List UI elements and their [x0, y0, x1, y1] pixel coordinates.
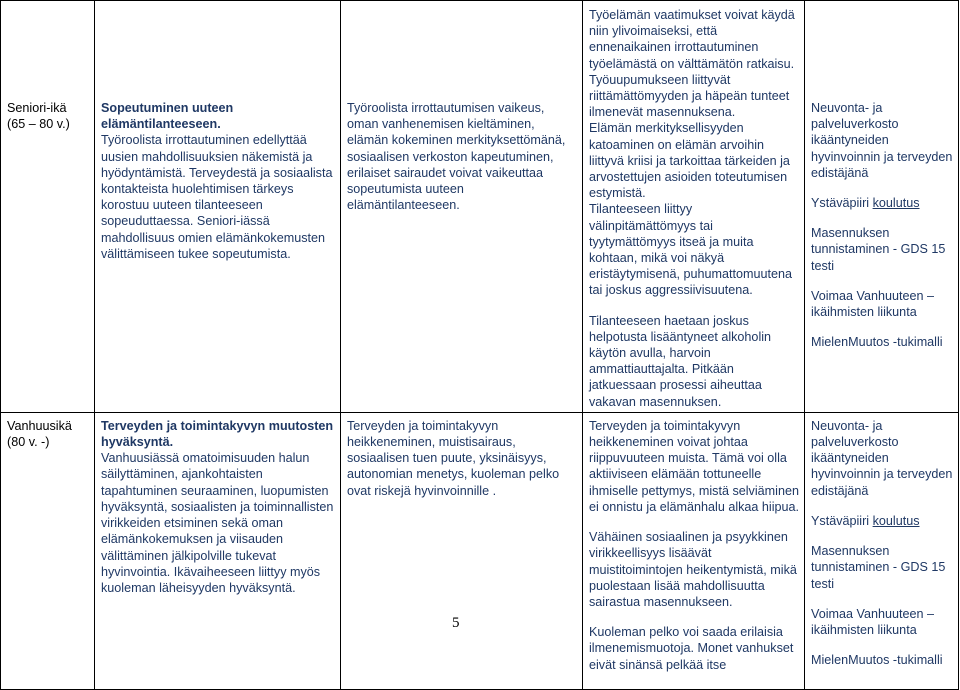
support-item-friend-circle: Ystäväpiiri koulutus [811, 513, 920, 528]
table-row-senior [1, 1, 959, 413]
support-item-voimaa-b: ikäihmisten liikunta [811, 622, 917, 637]
depression-text-2: Tilanteeseen liittyy välinpitämättömyys tai tyytymättömyys itseä ja muita kohtaan, mikä voi näkyä eristäytymisenä, puhumattomuutena tai joskus aggressiivisuutena. [589, 202, 793, 298]
risk-factors-text: Työroolista irrottautumisen vaikeus, oman vanhenemisen kieltäminen, elämän kokeminen merkityksettömänä, sosiaalisen verkoston kapeutuminen, erilaiset sairaudet voivat vaikeuttaa sopeutumista uuteen elämäntilanteeseen. [347, 101, 566, 213]
support-item-mielenmuutos: MielenMuutos -tukimalli [811, 653, 943, 668]
stage-label-cell [1, 412, 95, 689]
depression-text-intro: Työelämän vaatimukset voivat käydä niin ylivoimaiseksi, että ennenaikainen irrottautuminen työelämästä on välttämätön ratkaisu. Työuupumukseen liittyvät riittämättömyyden ja häpeän tunteet ilmenevät masennuksena. [589, 8, 795, 120]
stage-label: Seniori-ikä [7, 101, 67, 115]
depression-text-1: Elämän merkityksellisyyden katoaminen on elämän arvoihin liittyvä kriisi ja tarkoittaa tärkeiden ja arvostettujen asioiden toteutumisen estymistä. [589, 121, 790, 201]
support-item-gds15: Masennuksen tunnistaminen - GDS 15 testi [811, 226, 946, 273]
risk-factors-text: Terveyden ja toimintakyvyn heikkeneminen, muistisairaus, sosiaalisen tuen puute, yksinäisyys, autonomian menetys, kuoleman pelko ovat riskejä hyvinvoinnille . [347, 418, 560, 498]
depression-description-cell [583, 1, 805, 413]
support-methods-cell [805, 412, 959, 689]
support-item-network: Neuvonta- ja palveluverkosto ikääntyneiden hyvinvoinnin ja terveyden edistäjänä [811, 418, 953, 498]
support-item-voimaa-a: Voimaa Vanhuuteen – [811, 288, 935, 303]
stage-label-cell [1, 1, 95, 413]
support-item-voimaa-a: Voimaa Vanhuuteen – [811, 606, 935, 621]
task-body: Vanhuusiässä omatoimisuuden halun säilyttäminen, ajankohtaisten tapahtuminen seuraaminen, luopumisten hyväksyntä, sosiaalisten ja toiminnallisten virikkeiden etsiminen sekä oman elämänkokemuksen ja viisauden välittäminen jälkipolville tukevat hyvinvointia. Ikävaiheeseen liittyy myös kuoleman läheisyyden hyväksyntä. [101, 451, 334, 595]
page-number: 5 [452, 615, 460, 631]
developmental-task-cell [95, 412, 341, 689]
depression-text-3: Tilanteeseen haetaan joskus helpotusta lisääntyneet alkoholin käytön avulla, harvoin ammattiauttajalta. Pitkään jatkuessaan prosessi aiheuttaa vakavan masennuksen. [589, 313, 772, 409]
risk-factors-cell [341, 1, 583, 413]
developmental-task-cell [95, 1, 341, 413]
support-methods-cell [805, 1, 959, 413]
depression-text-3: Kuoleman pelko voi saada erilaisia ilmenemismuotoja. Monet vanhukset eivät sinänsä pelkää itse [589, 625, 794, 672]
depression-text-2: Vähäinen sosiaalinen ja psyykkinen virikkeellisyys lisäävät muistitoimintojen heikentymistä, mikä puolestaan lisää mahdollisuutta sairastua masennukseen. [589, 530, 797, 609]
support-item-voimaa-b: ikäihmisten liikunta [811, 305, 917, 320]
stage-age-range: (80 v. -) [7, 434, 50, 449]
stage-label: Vanhuusikä [7, 418, 72, 433]
depression-text-1: Terveyden ja toimintakyvyn heikkeneminen voivat johtaa riippuvuuteen muista. Tämä voi olla aktiiviseen elämään tottuneelle ihmiselle pettymys, mistä selviäminen ei onnistu ja elämänhalu alkaa hiipua. [589, 418, 800, 514]
stage-age-range: (65 – 80 v.) [7, 117, 70, 131]
task-title: Terveyden ja toimintakyvyn muutosten hyväksyntä. [101, 418, 334, 450]
support-item-gds15: Masennuksen tunnistaminen - GDS 15 testi [811, 544, 946, 591]
task-body: Työroolista irrottautuminen edellyttää uusien mahdollisuuksien näkemistä ja hyödyntämistä. Terveydestä ja sosiaalista kontakteista huolehtimisen tärkeys korostuu uuteen tilanteeseen sopeuduttaessa. Seniori-iässä mahdollisuus omien elämänkokemusten välittämiseen tukee sopeutumista. [101, 133, 333, 261]
support-item-friend-circle: Ystäväpiiri koulutus [811, 196, 920, 211]
task-title: Sopeutuminen uuteen elämäntilanteeseen. [101, 101, 234, 132]
table-row-old-age [1, 412, 959, 689]
support-item-mielenmuutos: MielenMuutos -tukimalli [811, 335, 943, 350]
risk-factors-cell [341, 412, 583, 689]
support-item-network: Neuvonta- ja palveluverkosto ikääntyneiden hyvinvoinnin ja terveyden edistäjänä [811, 101, 953, 180]
depression-description-cell [583, 412, 805, 689]
